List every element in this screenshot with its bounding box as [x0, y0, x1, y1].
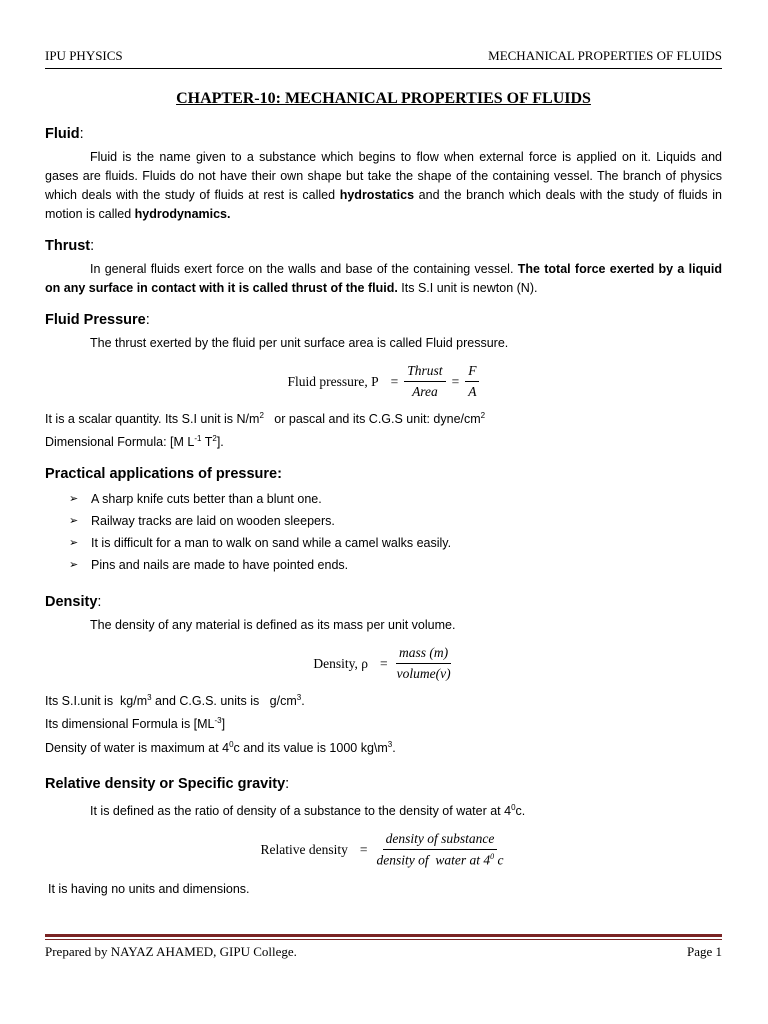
arrow-bullet-icon: ➢: [69, 515, 79, 528]
arrow-bullet-icon: ➢: [69, 559, 79, 572]
footer-rule-thick: [45, 934, 722, 937]
relative-density-note: It is having no units and dimensions.: [48, 882, 250, 897]
footer-rule-thin: [45, 939, 722, 940]
fluid-paragraph: Fluid is the name given to a substance which begins to flow when external force is applied on it. Liquids and gases are fluids. Fluids do not have their own shape but take the shape of the containing vessel. The branch of physics which deals with the study of fluids at rest is called hydrostatics and the branch which deals with the study of fluids in motion is called hydrodynamics.: [45, 150, 723, 221]
header-left: IPU PHYSICS: [45, 48, 123, 63]
density-dimension-line: Its dimensional Formula is $[ML^{-3}]$: [45, 716, 226, 732]
thrust-heading: Thrust:: [45, 238, 95, 254]
list-item: ➢ A sharp knife cuts better than a blunt one.: [69, 488, 722, 510]
arrow-bullet-icon: ➢: [69, 537, 79, 550]
page-number: Page 1: [686, 944, 722, 959]
pressure-scalar-line: It is a scalar quantity. Its S.I unit is $N/m^2$ or pascal and its C.G.S unit: dyne/$cm^2$: [45, 411, 486, 427]
arrow-bullet-icon: ➢: [69, 493, 79, 506]
pressure-paragraph: The thrust exerted by the fluid per unit surface area is called Fluid pressure.: [90, 336, 509, 350]
density-water-line: Density of water is maximum at $4^0c$ and its value is 1000 $kg\backslash m^3$.: [45, 739, 396, 755]
density-equation: Density, ρ = $\frac{\text{mass (m)}}{\text{volume(v)}}$: [313, 645, 451, 682]
chapter-title: CHAPTER-10: MECHANICAL PROPERTIES OF FLUIDS: [176, 90, 591, 107]
list-item: ➢ Pins and nails are made to have pointed ends.: [69, 554, 722, 576]
relative-density-equation: Relative density = $\frac{\text{density of substance}}{density of water at 4^0 c}$: [260, 830, 504, 868]
footer-author: Prepared by NAYAZ AHAMED, GIPU College.: [45, 944, 297, 959]
applications-heading: Practical applications of pressure:: [45, 466, 282, 483]
page-content: [45, 90, 722, 899]
relative-density-paragraph: It is defined as the ratio of density of a substance to the density of water at $4^0c$.: [90, 802, 526, 818]
list-item: ➢ Railway tracks are laid on wooden sleepers.: [69, 510, 722, 532]
fluid-heading: Fluid:: [45, 126, 84, 142]
pressure-heading: Fluid Pressure:: [45, 312, 150, 328]
density-heading: Density:: [45, 594, 102, 611]
pressure-dimension-line: Dimensional Formula: [M $L^{-1}$ $T^2$].: [45, 434, 224, 450]
density-paragraph: The density of any material is defined as its mass per unit volume.: [90, 618, 456, 633]
header-right: MECHANICAL PROPERTIES OF FLUIDS: [488, 48, 722, 63]
list-item: ➢ It is difficult for a man to walk on sand while a camel walks easily.: [69, 532, 722, 554]
applications-list: [45, 488, 722, 576]
page-header: [45, 48, 722, 64]
page-footer: [45, 944, 722, 960]
relative-density-heading: Relative density or Specific gravity:: [45, 775, 290, 792]
density-unit-line: Its S.I.unit is $kg/m^3$ and C.G.S. units is $g/cm^3$.: [45, 693, 305, 709]
pressure-equation: Fluid pressure, P = $\frac{\text{Thrust}}{\text{Area}}$ = $\frac{F}{A}$: [45, 363, 722, 400]
thrust-paragraph: In general fluids exert force on the walls and base of the containing vessel. The total force exerted by a liquid on any surface in contact with it is called thrust of the fluid. Its S.I unit is newton (N).: [45, 262, 722, 295]
header-rule: [45, 68, 722, 69]
